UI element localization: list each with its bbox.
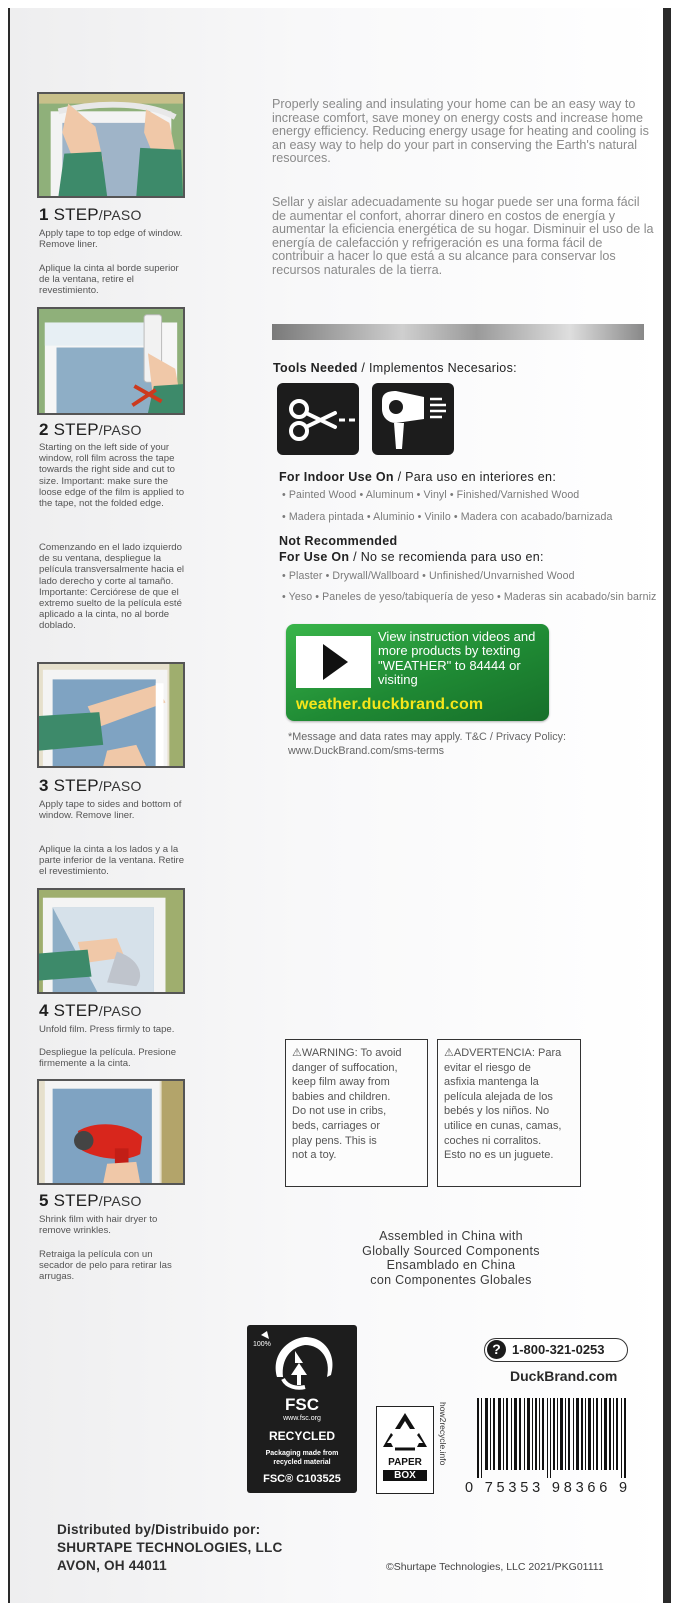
metallic-divider [272,324,644,340]
not-recommended-for-label: For Use On / No se recomienda para uso en: [279,550,544,564]
step-1-text-es: Aplique la cinta al borde superior de la ventana, retire el revestimiento. [39,263,179,297]
fsc-tree-icon [247,1325,357,1395]
distributor-line1: Distributed by/Distribuido por: [57,1522,261,1537]
step-5-text-en: Shrink film with hair dryer to remove wrinkles. [39,1214,158,1237]
fsc-recycled-logo [247,1325,357,1493]
recycle-icon [377,1407,433,1457]
barcode-number: 0 75353 98366 9 [465,1480,631,1496]
step-4-text-en: Unfold film. Press firmly to tape. [39,1024,175,1035]
promo-text: View instruction videos and more products by texting "WEATHER" to 84444 or visiting [378,629,536,688]
indoor-use-label: For Indoor Use On / Para uso en interiores en: [279,470,557,484]
warning-text-es: ⚠ADVERTENCIA: Para evitar el riesgo de asfixia mantenga la película alejada de los bebés y los niños. No utilice en cunas, camas, coches ni corralitos. Esto no es un juguete. [444,1047,562,1162]
step-5-illustration [37,1079,185,1185]
hair-dryer-icon [372,383,454,455]
phone-contact[interactable] [484,1338,628,1362]
origin-es-line2: con Componentes Globales [370,1272,532,1287]
step-5-title: 5 STEP/PASO [39,1191,142,1210]
not-recommended-label: Not Recommended [279,534,398,548]
step-3-text-es: Aplique la cinta a los lados y a la parte inferior de la ventana. Retire el revestimiento. [39,844,185,878]
copyright-text: ©Shurtape Technologies, LLC 2021/PKG01111 [386,1561,604,1573]
origin-en-line1: Assembled in China with [379,1229,523,1243]
origin-statement [316,1229,586,1287]
warning-text-en: ⚠WARNING: To avoid danger of suffocation, keep film away from babies and children. Do not use in cribs, beds, carriages or play pens. This is not a toy. [292,1047,402,1162]
step-5-text-es: Retraiga la película con un secador de pelo para retirar las arrugas. [39,1249,172,1283]
instruction-video-promo[interactable] [286,624,549,721]
recycle-label-box: BOX [383,1470,427,1481]
step-2-title: 2 STEP/PASO [39,420,142,439]
fsc-percent: 100% [253,1341,271,1348]
fsc-code: FSC® C103525 [263,1473,341,1485]
step-1-title: 1 STEP/PASO [39,205,142,224]
origin-es-line1: Ensamblado en China [386,1258,516,1273]
distributor-info [57,1521,282,1575]
tools-label: Tools Needed / Implementos Necesarios: [273,361,517,375]
warning-box-en [285,1039,428,1187]
step-4-text-es: Despliegue la película. Presione firmemente a la cinta. [39,1047,177,1070]
step-2-text-es: Comenzando en el lado izquierdo de su ventana, despliegue la película transversalmente hacia el lado derecho y corte al tamaño. Importante: Cerciórese de que el extremo suelto de la película esté aplicado a la cinta, no al borde doblado. [39,542,185,632]
step-3-text-en: Apply tape to sides and bottom of window. Remove liner. [39,799,182,822]
warning-box-es [437,1039,581,1187]
distributor-line2: SHURTAPE TECHNOLOGIES, LLC [57,1540,283,1555]
origin-en-line2: Globally Sourced Components [362,1243,540,1258]
duckbrand-website[interactable]: DuckBrand.com [510,1368,618,1384]
fsc-description: Packaging made from recycled material [265,1450,339,1466]
sms-terms-text: *Message and data rates may apply. T&C / Privacy Policy: www.DuckBrand.com/sms-terms [288,731,567,757]
step-2-illustration [37,307,185,415]
not-recommended-list-es: • Yeso • Paneles de yeso/tabiquería de yeso • Maderas sin acabado/sin barniz [282,591,657,603]
video-play-button[interactable] [296,636,371,688]
phone-number: 1-800-321-0253 [512,1342,605,1357]
intro-text-en: Properly sealing and insulating your home can be an easy way to increase comfort, save money on energy costs and increase home energy efficiency. Reducing energy usage for heating and cooling is an easy way to help do your part in conserving the Earth's natural resources. [272,97,649,166]
scissors-icon [277,383,359,455]
step-4-title: 4 STEP/PASO [39,1001,142,1020]
intro-text-es: Sellar y aislar adecuadamente su hogar puede ser una forma fácil de aumentar el confort, ahorrar dinero en costos de energía y aumentar la eficiencia energética de su hogar. Disminuir el uso de la energía de calefacción y refrigeración es una forma fácil de contribuir a hacer lo que está a su alcance para conservar los recursos naturales de la tierra. [272,195,654,277]
barcode [477,1398,627,1478]
step-3-illustration [37,662,185,768]
not-recommended-list-en: • Plaster • Drywall/Wallboard • Unfinished/Unvarnished Wood [282,570,575,582]
distributor-line3: AVON, OH 44011 [57,1558,167,1573]
step-3-title: 3 STEP/PASO [39,776,142,795]
fsc-recycled-label: RECYCLED [268,1429,335,1443]
fsc-name: FSC [285,1395,319,1414]
step-2-text-en: Starting on the left side of your window, roll film across the tape towards the right side and cut to size. Important: make sure the loose edge of the film is applied to the tape, not the folded edge. [39,442,185,510]
step-4-illustration [37,888,185,994]
step-1-illustration [37,92,185,198]
question-icon: ? [487,1340,506,1359]
how2recycle-label [376,1406,434,1494]
indoor-use-list-es: • Madera pintada • Aluminio • Vinilo • Madera con acabado/barnizada [282,511,613,523]
fsc-website: www.fsc.org [283,1415,321,1422]
indoor-use-list-en: • Painted Wood • Aluminum • Vinyl • Finished/Varnished Wood [282,489,580,501]
recycle-label-paper: PAPER [388,1457,422,1468]
step-1-text-en: Apply tape to top edge of window. Remove liner. [39,228,183,251]
play-icon [323,644,348,680]
promo-url-link[interactable]: weather.duckbrand.com [296,696,484,713]
how2recycle-website: how2recycle.info [438,1402,448,1466]
